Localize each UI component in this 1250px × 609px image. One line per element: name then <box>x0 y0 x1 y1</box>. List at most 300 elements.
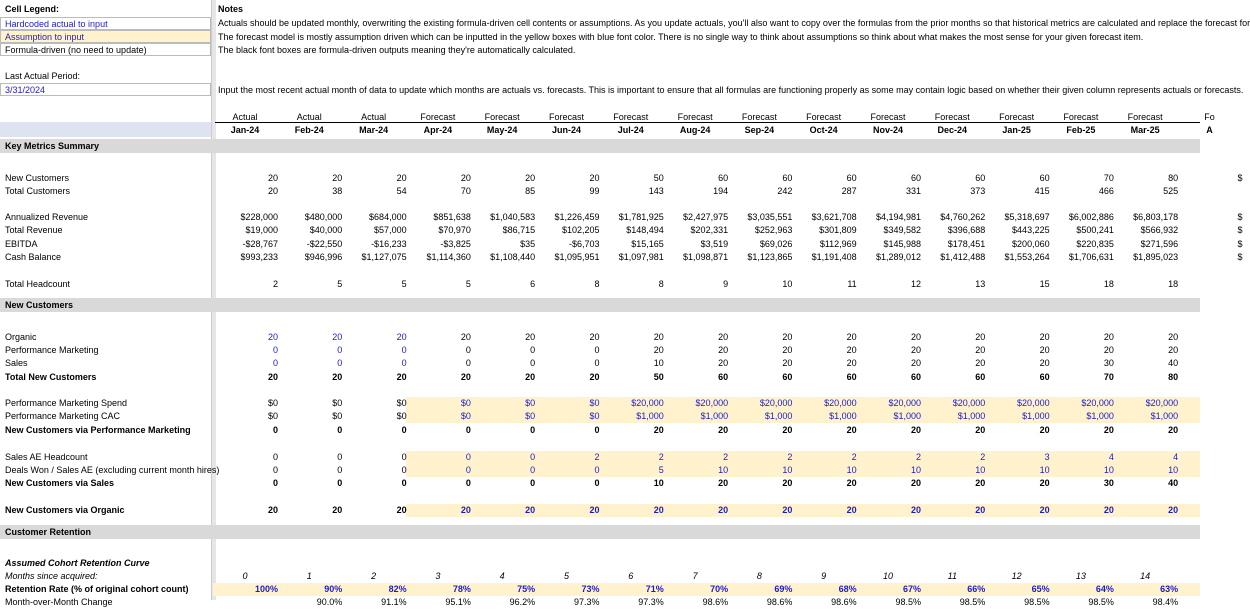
cell[interactable]: 20 <box>267 332 278 342</box>
cell[interactable]: $228,000 <box>240 212 278 222</box>
cell[interactable]: 0 <box>594 358 600 368</box>
cell[interactable]: 97.3% <box>573 597 600 607</box>
cell[interactable]: $4,760,262 <box>940 212 986 222</box>
cell[interactable]: 5 <box>563 571 569 581</box>
cell[interactable]: 96.2% <box>509 597 536 607</box>
cell[interactable]: 20 <box>846 478 857 488</box>
cell[interactable]: 10 <box>975 465 986 475</box>
cell[interactable]: 4 <box>1173 452 1179 462</box>
cell[interactable]: 20 <box>589 332 600 342</box>
cell[interactable]: 20 <box>267 186 278 196</box>
cell[interactable]: $0 <box>525 398 536 408</box>
cell[interactable]: $1,000 <box>893 411 921 421</box>
cell[interactable]: 2 <box>658 452 664 462</box>
cell[interactable]: 20 <box>718 332 729 342</box>
cell[interactable]: 5 <box>658 465 664 475</box>
cell[interactable]: 20 <box>782 505 793 515</box>
cell[interactable]: $1,553,264 <box>1004 252 1050 262</box>
cell[interactable]: 80 <box>1168 372 1179 382</box>
cell[interactable]: 20 <box>782 332 793 342</box>
cell[interactable]: 40 <box>1168 358 1179 368</box>
legend-hardcoded[interactable]: Hardcoded actual to input <box>0 17 211 30</box>
cell[interactable]: $145,988 <box>883 239 921 249</box>
cell[interactable]: 20 <box>525 332 536 342</box>
cell[interactable]: $178,451 <box>947 239 986 249</box>
cell[interactable]: $20,000 <box>888 398 921 408</box>
cell[interactable]: $0 <box>460 411 471 421</box>
cell[interactable]: 0 <box>530 465 536 475</box>
cell[interactable]: 20 <box>846 332 857 342</box>
cell[interactable]: 2 <box>723 452 729 462</box>
cell[interactable]: 0 <box>465 358 471 368</box>
cell[interactable]: $40,000 <box>309 225 343 235</box>
cell[interactable]: 20 <box>910 425 921 435</box>
cell[interactable]: 0 <box>337 425 343 435</box>
cell[interactable]: 10 <box>718 465 729 475</box>
cell[interactable]: 3 <box>435 571 441 581</box>
cell[interactable]: 20 <box>396 173 407 183</box>
cell[interactable]: 20 <box>332 173 343 183</box>
cell[interactable]: $20,000 <box>824 398 857 408</box>
cell[interactable]: $20,000 <box>1081 398 1114 408</box>
cell[interactable]: $ <box>1237 212 1243 222</box>
cell[interactable]: $1,289,012 <box>875 252 921 262</box>
cell[interactable]: $349,582 <box>883 225 921 235</box>
cell[interactable]: 20 <box>975 425 986 435</box>
cell[interactable]: $443,225 <box>1012 225 1050 235</box>
cell[interactable]: $301,809 <box>819 225 857 235</box>
cell[interactable]: 10 <box>910 465 921 475</box>
cell[interactable]: 20 <box>975 505 986 515</box>
cell[interactable]: 0 <box>465 452 471 462</box>
cell[interactable]: 10 <box>653 358 664 368</box>
cell[interactable]: $396,688 <box>947 225 986 235</box>
cell[interactable]: $ <box>1237 239 1243 249</box>
cell[interactable]: $0 <box>396 411 407 421</box>
cell[interactable]: 20 <box>396 372 407 382</box>
cell[interactable]: 20 <box>332 372 343 382</box>
cell[interactable]: 60 <box>1039 173 1050 183</box>
cell[interactable]: 20 <box>846 505 857 515</box>
cell[interactable]: 0 <box>401 452 407 462</box>
cell[interactable]: $1,000 <box>1150 411 1179 421</box>
cell[interactable]: 20 <box>910 332 921 342</box>
cell[interactable]: 20 <box>910 478 921 488</box>
cell[interactable]: 20 <box>332 332 343 342</box>
cell[interactable]: $15,165 <box>631 239 664 249</box>
cell[interactable]: 20 <box>718 358 729 368</box>
cell[interactable]: $6,803,178 <box>1133 212 1179 222</box>
cell[interactable]: 20 <box>653 332 664 342</box>
cell[interactable]: 30 <box>1103 478 1114 488</box>
cell[interactable]: 10 <box>882 571 893 581</box>
cell[interactable]: 20 <box>460 372 471 382</box>
cell[interactable]: 6 <box>628 571 634 581</box>
cell[interactable]: -$22,550 <box>306 239 343 249</box>
cell[interactable]: 10 <box>1103 465 1114 475</box>
cell[interactable]: $0 <box>332 398 343 408</box>
cell[interactable]: 20 <box>782 425 793 435</box>
cell[interactable]: 20 <box>267 372 278 382</box>
cell[interactable]: 98.6% <box>702 597 729 607</box>
cell[interactable]: $851,638 <box>433 212 471 222</box>
cell[interactable]: 2 <box>787 452 793 462</box>
cell[interactable]: 60 <box>782 173 793 183</box>
cell[interactable]: 12 <box>1011 571 1022 581</box>
cell[interactable]: 20 <box>1168 345 1179 355</box>
cell[interactable]: 20 <box>910 505 921 515</box>
cell[interactable]: $20,000 <box>952 398 986 408</box>
cell[interactable]: 98.6% <box>766 597 793 607</box>
cell[interactable]: 20 <box>718 505 729 515</box>
cell[interactable]: 0 <box>242 571 248 581</box>
cell[interactable]: 90.0% <box>316 597 343 607</box>
cell[interactable]: $1,000 <box>764 411 793 421</box>
cell[interactable]: 10 <box>782 279 793 289</box>
cell[interactable]: $1,000 <box>957 411 986 421</box>
cell[interactable]: 6 <box>530 279 536 289</box>
cell[interactable]: 0 <box>337 465 343 475</box>
cell[interactable]: 0 <box>272 345 278 355</box>
cell[interactable]: 0 <box>465 425 471 435</box>
cell[interactable]: 10 <box>846 465 857 475</box>
cell[interactable]: $500,241 <box>1076 225 1114 235</box>
cell[interactable]: $1,127,075 <box>361 252 407 262</box>
cell[interactable]: 1 <box>306 571 312 581</box>
cell[interactable]: 60 <box>718 372 729 382</box>
cell[interactable]: $1,000 <box>1086 411 1114 421</box>
cell[interactable]: 20 <box>653 345 664 355</box>
cell[interactable]: 525 <box>1163 186 1179 196</box>
cell[interactable]: 0 <box>272 465 278 475</box>
cell[interactable]: 12 <box>910 279 921 289</box>
cell[interactable]: 13 <box>975 279 986 289</box>
cell[interactable]: 194 <box>713 186 729 196</box>
cell[interactable]: 10 <box>1168 465 1179 475</box>
cell[interactable]: 20 <box>1103 345 1114 355</box>
cell[interactable]: $20,000 <box>759 398 793 408</box>
cell[interactable]: $1,191,408 <box>811 252 857 262</box>
cell[interactable]: 4 <box>499 571 505 581</box>
cell[interactable]: -$16,233 <box>371 239 407 249</box>
cell[interactable]: 10 <box>782 465 793 475</box>
cell[interactable]: 60 <box>718 173 729 183</box>
cell[interactable]: 20 <box>396 505 407 515</box>
cell[interactable]: $946,996 <box>304 252 343 262</box>
cell[interactable]: 0 <box>530 452 536 462</box>
cell[interactable]: 20 <box>1168 332 1179 342</box>
cell[interactable]: 0 <box>272 452 278 462</box>
cell[interactable]: 60 <box>846 173 857 183</box>
cell[interactable]: 95.1% <box>445 597 471 607</box>
cell[interactable]: 20 <box>1168 505 1179 515</box>
cell[interactable]: 20 <box>460 173 471 183</box>
cell[interactable]: $4,194,981 <box>875 212 921 222</box>
cell[interactable]: $70,970 <box>438 225 471 235</box>
cell[interactable]: 20 <box>1168 425 1179 435</box>
cell[interactable]: 10 <box>653 478 664 488</box>
cell[interactable]: $5,318,697 <box>1004 212 1050 222</box>
cell[interactable]: 20 <box>1039 332 1050 342</box>
cell[interactable]: 60 <box>782 372 793 382</box>
cell[interactable]: 9 <box>723 279 729 289</box>
cell[interactable]: 2 <box>915 452 921 462</box>
cell[interactable]: 18 <box>1168 279 1179 289</box>
cell[interactable]: 91.1% <box>381 597 407 607</box>
cell[interactable]: 0 <box>337 358 343 368</box>
cell[interactable]: 97.3% <box>638 597 664 607</box>
cell[interactable]: 10 <box>1039 465 1050 475</box>
legend-assumption[interactable]: Assumption to input <box>0 30 211 43</box>
cell[interactable]: $3,621,708 <box>811 212 857 222</box>
cell[interactable]: 0 <box>594 478 600 488</box>
cell[interactable]: $1,000 <box>829 411 857 421</box>
cell[interactable]: $86,715 <box>502 225 536 235</box>
cell[interactable]: $0 <box>589 398 600 408</box>
cell[interactable]: $20,000 <box>1017 398 1050 408</box>
cell[interactable]: 40 <box>1168 478 1179 488</box>
cell[interactable]: 20 <box>267 173 278 183</box>
cell[interactable]: 60 <box>910 372 921 382</box>
cell[interactable]: $20,000 <box>631 398 664 408</box>
cell[interactable]: 20 <box>653 505 664 515</box>
cell[interactable]: 0 <box>401 478 407 488</box>
cell[interactable]: $57,000 <box>374 225 407 235</box>
cell[interactable]: $19,000 <box>245 225 278 235</box>
cell[interactable]: 2 <box>594 452 600 462</box>
cell[interactable]: 20 <box>267 505 278 515</box>
cell[interactable]: 20 <box>332 505 343 515</box>
cell[interactable]: $0 <box>332 411 343 421</box>
cell[interactable]: 4 <box>1108 452 1114 462</box>
cell[interactable]: $202,331 <box>690 225 729 235</box>
cell[interactable]: 63% <box>1160 584 1179 594</box>
cell[interactable]: $1,895,023 <box>1133 252 1179 262</box>
cell[interactable]: 20 <box>589 372 600 382</box>
cell[interactable]: 90% <box>324 584 343 594</box>
cell[interactable]: $0 <box>589 411 600 421</box>
cell[interactable]: 0 <box>272 478 278 488</box>
cell[interactable]: 0 <box>530 345 536 355</box>
cell[interactable]: 242 <box>777 186 793 196</box>
cell[interactable]: 64% <box>1095 584 1114 594</box>
cell[interactable]: -$6,703 <box>568 239 600 249</box>
cell[interactable]: 331 <box>905 186 921 196</box>
cell[interactable]: 20 <box>653 425 664 435</box>
cell[interactable]: 0 <box>594 425 600 435</box>
cell[interactable]: $1,114,360 <box>426 252 471 262</box>
cell[interactable]: 20 <box>782 345 793 355</box>
cell[interactable]: 100% <box>254 584 278 594</box>
cell[interactable]: 98.4% <box>1152 597 1179 607</box>
cell[interactable]: 60 <box>846 372 857 382</box>
cell[interactable]: $0 <box>460 398 471 408</box>
cell[interactable]: $102,205 <box>561 225 600 235</box>
cell[interactable]: 20 <box>782 478 793 488</box>
cell[interactable]: $ <box>1237 173 1243 183</box>
cell[interactable]: $1,123,865 <box>747 252 793 262</box>
cell[interactable]: $1,108,440 <box>490 252 536 262</box>
cell[interactable]: 20 <box>1103 425 1114 435</box>
cell[interactable]: 0 <box>530 425 536 435</box>
cell[interactable]: 70 <box>1103 173 1114 183</box>
cell[interactable]: $ <box>1237 252 1243 262</box>
cell[interactable]: $1,000 <box>636 411 664 421</box>
cell[interactable]: 85 <box>525 186 536 196</box>
cell[interactable]: $3,035,551 <box>747 212 793 222</box>
legend-formula[interactable]: Formula-driven (no need to update) <box>0 43 211 56</box>
cell[interactable]: 98.6% <box>831 597 857 607</box>
cell[interactable]: $271,596 <box>1140 239 1179 249</box>
cell[interactable]: 20 <box>975 345 986 355</box>
cell[interactable]: 0 <box>465 345 471 355</box>
cell[interactable]: 60 <box>910 173 921 183</box>
cell[interactable]: 0 <box>465 478 471 488</box>
cell[interactable]: $1,095,951 <box>554 252 600 262</box>
cell[interactable]: 2 <box>272 279 278 289</box>
cell[interactable]: 20 <box>718 345 729 355</box>
cell[interactable]: $0 <box>396 398 407 408</box>
cell[interactable]: 20 <box>975 332 986 342</box>
cell[interactable]: 7 <box>692 571 698 581</box>
cell[interactable]: $112,969 <box>819 239 857 249</box>
cell[interactable]: 5 <box>465 279 471 289</box>
cell[interactable]: 287 <box>841 186 857 196</box>
cell[interactable]: $0 <box>525 411 536 421</box>
cell[interactable]: 68% <box>838 584 857 594</box>
cell[interactable]: 415 <box>1034 186 1050 196</box>
cell[interactable]: $684,000 <box>369 212 407 222</box>
cell[interactable]: 0 <box>401 465 407 475</box>
cell[interactable]: 20 <box>1103 332 1114 342</box>
cell[interactable]: $1,412,488 <box>940 252 986 262</box>
cell[interactable]: 20 <box>975 358 986 368</box>
cell[interactable]: $1,097,981 <box>618 252 664 262</box>
cell[interactable]: 75% <box>517 584 536 594</box>
cell[interactable]: 0 <box>401 358 407 368</box>
cell[interactable]: 5 <box>337 279 343 289</box>
cell[interactable]: 71% <box>645 584 664 594</box>
cell[interactable]: 20 <box>910 358 921 368</box>
cell[interactable]: 20 <box>1039 505 1050 515</box>
cell[interactable]: $1,000 <box>700 411 729 421</box>
cell[interactable]: $69,026 <box>759 239 793 249</box>
cell[interactable]: 80 <box>1168 173 1179 183</box>
cell[interactable]: $3,519 <box>700 239 729 249</box>
cell[interactable]: 8 <box>594 279 600 289</box>
cell[interactable]: 20 <box>1039 358 1050 368</box>
cell[interactable]: 0 <box>594 345 600 355</box>
cell[interactable]: 20 <box>460 332 471 342</box>
cell[interactable]: 20 <box>589 173 600 183</box>
cell[interactable]: 0 <box>465 465 471 475</box>
cell[interactable]: 20 <box>525 173 536 183</box>
cell[interactable]: 54 <box>396 186 407 196</box>
cell[interactable]: $1,000 <box>1022 411 1050 421</box>
cell[interactable]: 8 <box>658 279 664 289</box>
cell[interactable]: $6,002,886 <box>1068 212 1114 222</box>
cell[interactable]: $ <box>1237 225 1243 235</box>
cell[interactable]: $20,000 <box>695 398 729 408</box>
cell[interactable]: 373 <box>970 186 986 196</box>
cell[interactable]: 0 <box>337 478 343 488</box>
cell[interactable]: 9 <box>821 571 827 581</box>
cell[interactable]: $1,098,871 <box>683 252 729 262</box>
cell[interactable]: 11 <box>847 279 857 289</box>
cell[interactable]: 20 <box>1039 425 1050 435</box>
cell[interactable]: 70 <box>460 186 471 196</box>
cell[interactable]: 143 <box>648 186 664 196</box>
cell[interactable]: 20 <box>782 358 793 368</box>
cell[interactable]: 20 <box>910 345 921 355</box>
cell[interactable]: 98.5% <box>1024 597 1050 607</box>
cell[interactable]: 20 <box>396 332 407 342</box>
cell[interactable]: 14 <box>1140 571 1151 581</box>
cell[interactable]: 0 <box>337 345 343 355</box>
cell[interactable]: 0 <box>337 452 343 462</box>
cell[interactable]: 0 <box>530 358 536 368</box>
cell[interactable]: 98.5% <box>895 597 921 607</box>
cell[interactable]: 0 <box>401 345 407 355</box>
cell[interactable]: $2,427,975 <box>683 212 729 222</box>
cell[interactable]: 20 <box>460 505 471 515</box>
cell[interactable]: $0 <box>267 411 278 421</box>
cell[interactable]: 20 <box>525 372 536 382</box>
cell[interactable]: $1,040,583 <box>490 212 536 222</box>
cell[interactable]: 0 <box>530 478 536 488</box>
cell[interactable]: 2 <box>980 452 986 462</box>
cell[interactable]: 65% <box>1031 584 1050 594</box>
cell[interactable]: 20 <box>1039 345 1050 355</box>
cell[interactable]: -$28,767 <box>242 239 278 249</box>
cell[interactable]: $566,932 <box>1140 225 1179 235</box>
cell[interactable]: 50 <box>653 173 664 183</box>
cell[interactable]: 20 <box>1103 505 1114 515</box>
cell[interactable]: 3 <box>1044 452 1050 462</box>
cell[interactable]: $200,060 <box>1012 239 1050 249</box>
cell[interactable]: 82% <box>388 584 407 594</box>
cell[interactable]: 99 <box>589 186 600 196</box>
cell[interactable]: 60 <box>975 372 986 382</box>
cell[interactable]: 466 <box>1098 186 1114 196</box>
cell[interactable]: 50 <box>653 372 664 382</box>
cell[interactable]: $252,963 <box>754 225 793 235</box>
cell[interactable]: 70 <box>1103 372 1114 382</box>
cell[interactable]: $1,226,459 <box>554 212 600 222</box>
cell[interactable]: 67% <box>902 584 921 594</box>
cell[interactable]: -$3,825 <box>440 239 471 249</box>
cell[interactable]: 69% <box>774 584 793 594</box>
cell[interactable]: 70% <box>710 584 729 594</box>
cell[interactable]: 5 <box>401 279 407 289</box>
cell[interactable]: 20 <box>846 425 857 435</box>
cell[interactable]: 18 <box>1103 279 1114 289</box>
cell[interactable]: $480,000 <box>304 212 343 222</box>
cell[interactable]: 66% <box>967 584 986 594</box>
cell[interactable]: $1,781,925 <box>618 212 664 222</box>
cell[interactable]: 13 <box>1075 571 1086 581</box>
cell[interactable]: 38 <box>332 186 343 196</box>
cell[interactable]: 15 <box>1039 279 1050 289</box>
cell[interactable]: 20 <box>1039 478 1050 488</box>
cell[interactable]: 60 <box>975 173 986 183</box>
cell[interactable]: 20 <box>975 478 986 488</box>
cell[interactable]: $220,835 <box>1076 239 1114 249</box>
cell[interactable]: 20 <box>846 358 857 368</box>
cell[interactable]: 20 <box>846 345 857 355</box>
cell[interactable]: 78% <box>452 584 471 594</box>
cell[interactable]: 2 <box>851 452 857 462</box>
